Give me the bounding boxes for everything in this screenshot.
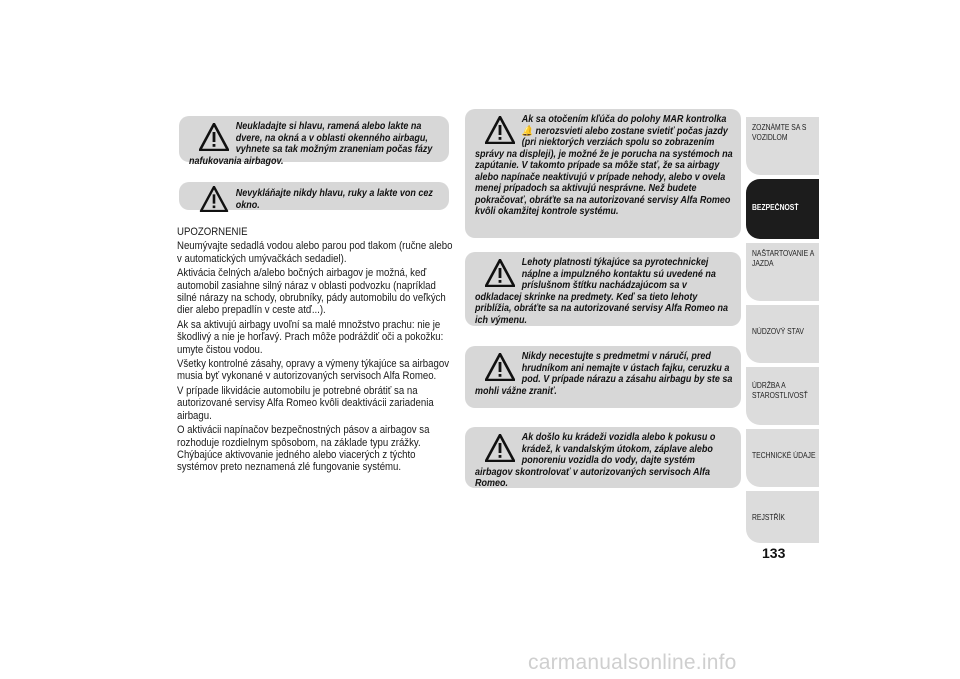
note-paragraph: O aktivácii napínačov bezpečnostných pásov a airbagov sa rozhoduje rozdielnym spôsobom, na základe typu zrážky. Chýbajúce aktivovanie jedného alebo viacerých z týchto systémov preto neznamená zlé fungovanie systému. <box>177 424 430 474</box>
note-paragraph: Neumývajte sedadlá vodou alebo parou pod tlakom (ručne alebo v automatických umývačkách sedadiel). <box>177 240 453 265</box>
tab-label: BEZPEČNOSŤ <box>752 203 799 212</box>
note-paragraph: Aktivácia čelných a/alebo bočných airbagov je možná, keď automobil zasiahne silný náraz v oblasti podvozku (napríklad silné nárazy na schody, obrubníky, pády automobilu do veľkých dier alebo prepadlín v ceste atď...). <box>177 267 446 317</box>
tab-label: NÚDZOVÝ STAV <box>752 327 804 336</box>
warning-text: Lehoty platnosti týkajúce sa pyrotechnickej náplne a impulzného kontaktu sú uvedené na príslušnom štítku nachádzajúcom sa v odkladacej skrinke na predmety. Keď sa tieto lehoty priblížia, obráťte sa na autorizované servisy Alfa Romeo na ich výmenu. <box>475 257 729 326</box>
tab-label: TECHNICKÉ ÚDAJE <box>752 451 816 460</box>
tab-safety[interactable] <box>746 179 819 239</box>
tab-label: ZOZNÁMTE SA S VOZIDLOM <box>752 123 807 142</box>
warning-box-objects <box>465 346 741 408</box>
tab-label: ÚDRŽBA A STAROSTLIVOSŤ <box>752 381 808 400</box>
note-paragraph: Všetky kontrolné zásahy, opravy a výmeny týkajúce sa airbagov musia byť vykonané v autorizovaných servisoch Alfa Romeo. <box>177 358 450 383</box>
warning-text: Neukladajte si hlavu, ramená alebo lakte na dvere, na okná a v oblasti okenného airbagu, vyhnete sa tak možným zraneniam počas fázy nafukovania airbagov. <box>189 121 433 167</box>
tab-index[interactable] <box>746 491 819 543</box>
warning-box-head-position <box>179 116 449 167</box>
warning-box-window <box>179 182 449 210</box>
tab-technical-data[interactable] <box>746 429 819 487</box>
warning-box-theft <box>465 427 741 488</box>
tab-label: REJSTŘÍK <box>752 513 785 522</box>
tab-maintenance[interactable] <box>746 367 819 425</box>
warning-text: Nevykláňajte nikdy hlavu, ruky a lakte von cez okno. <box>235 188 433 211</box>
tab-emergency[interactable] <box>746 305 819 363</box>
page-number: 133 <box>762 545 786 561</box>
warning-text: Nikdy necestujte s predmetmi v náručí, pred hrudníkom ani nemajte v ústach fajku, ceruzku a pod. V prípade nárazu a zásahu airbagu by ste sa mohli vážne zraniť. <box>475 351 733 397</box>
tab-label: NAŠTARTOVANIE A JAZDA <box>752 249 814 268</box>
note-paragraph: V prípade likvidácie automobilu je potrebné obrátiť sa na autorizované servisy Alfa Romeo kvôli deaktivácii zariadenia airbagu. <box>177 384 434 422</box>
note-section <box>177 226 457 476</box>
warning-text: Ak došlo ku krádeži vozidla alebo k pokusu o krádež, k vandalským útokom, záplave alebo ponoreniu vozidla do vody, dajte systém airbagov skontrolovať v autorizovaných servisoch Alfa Romeo. <box>475 432 716 489</box>
tab-starting-driving[interactable] <box>746 243 819 301</box>
note-heading: UPOZORNENIE <box>177 226 248 238</box>
warning-box-pyrotechnic <box>465 252 741 326</box>
tab-getting-to-know[interactable] <box>746 117 819 175</box>
warning-text: Ak sa otočením kľúča do polohy MAR kontrolka 🔔 nerozsvieti alebo zostane svietiť počas jazdy (pri niektorých verziách spolu so zobrazením správy na displeji), je možné že je porucha na systémoch na zapútanie. V takomto prípade sa môže stať, že sa airbagy alebo napínače neaktivujú v prípade nehody, alebo v ovela menej prípadoch sa aktivujú nesprávne. Než budete pokračovať, obráťte sa na autorizované servisy Alfa Romeo kvôli okamžitej kontrole systému. <box>475 114 733 217</box>
note-paragraph: Ak sa aktivujú airbagy uvoľní sa malé množstvo prachu: nie je škodlivý a nie je horľavý. Prach môže podráždiť oči a pokožku: umyte čistou vodou. <box>177 318 444 356</box>
warning-box-airbag-light <box>465 109 741 238</box>
watermark: carmanualsonline.info <box>528 651 737 674</box>
